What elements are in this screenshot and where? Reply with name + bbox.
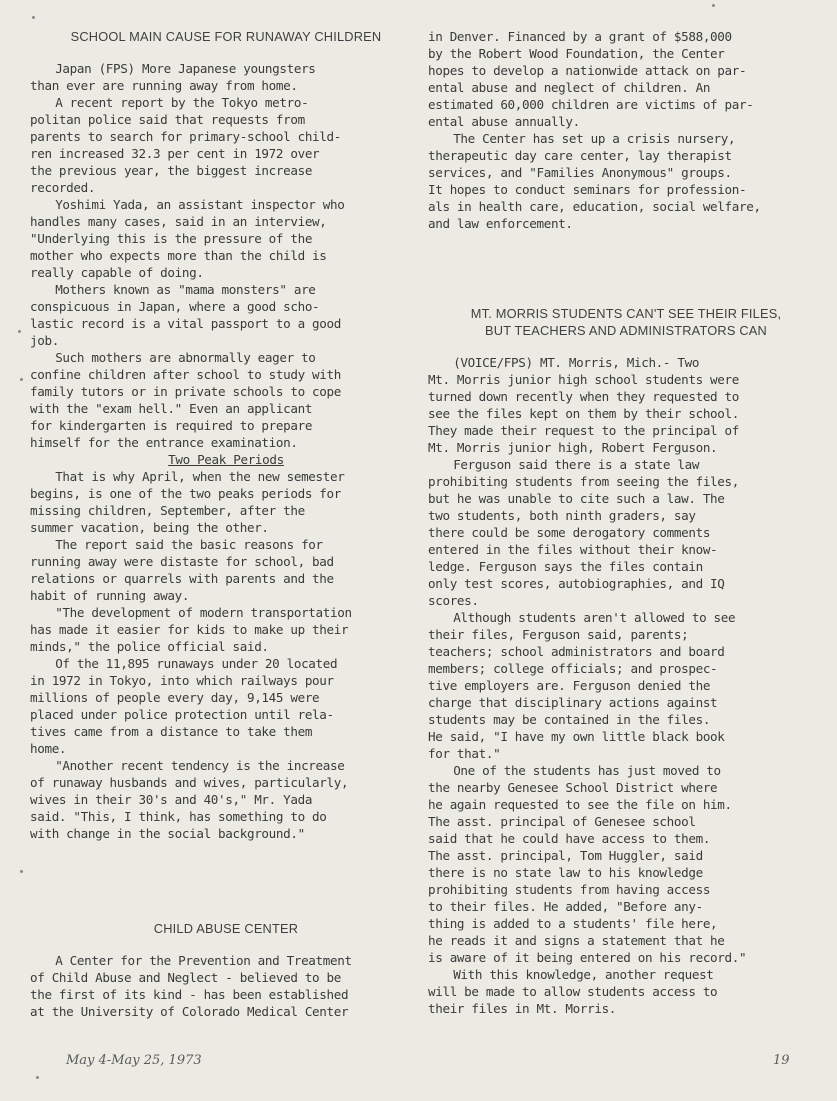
files-headline-line2: BUT TEACHERS AND ADMINISTRATORS CAN bbox=[485, 323, 767, 338]
scan-speck bbox=[32, 16, 35, 19]
child-abuse-headline: CHILD ABUSE CENTER bbox=[153, 921, 299, 936]
runaway-headline: SCHOOL MAIN CAUSE FOR RUNAWAY CHILDREN bbox=[70, 29, 382, 44]
child-abuse-paragraph-1: A Center for the Prevention and Treatment of Child Abuse and Neglect - believed to be the first of its kind - has been established at the University of Colorado Medical Center bbox=[30, 953, 352, 1019]
runaway-paragraph-6: That is why April, when the new semester begins, is one of the two peaks periods for missing children, September, after the summer vacation, being the other. bbox=[30, 469, 345, 535]
right-column bbox=[428, 28, 824, 1017]
issue-date: May 4-May 25, 1973 bbox=[66, 1053, 202, 1068]
files-paragraph-4: One of the students has just moved to the nearby Genesee School District where he again requested to see the file on him. The asst. principal of Genesee school said that he could have access to them. The asst. principal, Tom Huggler, said there is no state law to his knowledge prohibiting students from having access to their files. He added, "Before any- thing is added to a students' file here, he reads it and signs a statement that he is aware of it being entered on his record." bbox=[428, 763, 747, 965]
page-number: 19 bbox=[773, 1053, 790, 1068]
scan-speck bbox=[20, 378, 23, 381]
runaway-subhead: Two Peak Periods bbox=[168, 452, 284, 467]
scan-speck bbox=[712, 4, 715, 7]
scan-speck bbox=[36, 1076, 39, 1079]
runaway-paragraph-5: Such mothers are abnormally eager to confine children after school to study with family tutors or in private schools to cope with the "exam hell." Even an applicant for kindergarten is required to prepare himself for the entrance examination. bbox=[30, 350, 341, 450]
files-paragraph-3: Although students aren't allowed to see their files, Ferguson said, parents; teachers; school administrators and board members; college officials; and prospec- tive employers are. Ferguson denied the charge that disciplinary actions against students may be contained in the files. He said, "I have my own little black book for that." bbox=[428, 610, 736, 761]
runaway-paragraph-3: Yoshimi Yada, an assistant inspector who handles many cases, said in an interview, "Underlying this is the pressure of the mother who expects more than the child is really capable of doing. bbox=[30, 197, 345, 280]
runaway-paragraph-4: Mothers known as "mama monsters" are conspicuous in Japan, where a good scho- lastic record is a vital passport to a good job. bbox=[30, 282, 341, 348]
child-abuse-continued-2: The Center has set up a crisis nursery, therapeutic day care center, lay therapist services, and "Families Anonymous" groups. It hopes to conduct seminars for profession- als in health care, education, social welfare, and law enforcement. bbox=[428, 131, 761, 231]
scan-speck bbox=[20, 870, 23, 873]
runaway-paragraph-1: Japan (FPS) More Japanese youngsters than ever are running away from home. bbox=[30, 61, 316, 93]
files-paragraph-2: Ferguson said there is a state law prohibiting students from seeing the files, but he was unable to cite such a law. The two students, both ninth graders, say there could be some derogatory comments entered in the files without their know- ledge. Ferguson says the files contain only test scores, autobiographies, and IQ scores. bbox=[428, 457, 739, 608]
runaway-paragraph-10: "Another recent tendency is the increase of runaway husbands and wives, particularly, wives in their 30's and 40's," Mr. Yada said. "This, I think, has something to do with change in the social background." bbox=[30, 758, 349, 841]
runaway-paragraph-2: A recent report by the Tokyo metro- politan police said that requests from parents to search for primary-school child- ren increased 32.3 per cent in 1972 over the previous year, the biggest increase recorded. bbox=[30, 95, 341, 195]
left-column bbox=[30, 28, 422, 1020]
runaway-paragraph-9: Of the 11,895 runaways under 20 located in 1972 in Tokyo, into which railways pour millions of people every day, 9,145 were placed under police protection until rela- tives came from a distance to take them home. bbox=[30, 656, 338, 756]
files-paragraph-5: With this knowledge, another request will be made to allow students access to their files in Mt. Morris. bbox=[428, 967, 718, 1016]
runaway-paragraph-7: The report said the basic reasons for running away were distaste for school, bad relations or quarrels with parents and the habit of running away. bbox=[30, 537, 334, 603]
scan-speck bbox=[18, 330, 21, 333]
runaway-paragraph-8: "The development of modern transportation has made it easier for kids to make up their minds," the police official said. bbox=[30, 605, 352, 654]
files-paragraph-1: (VOICE/FPS) MT. Morris, Mich.- Two Mt. Morris junior high school students were turned down recently when they requested to see the files kept on them by their school. They made their request to the principal of Mt. Morris junior high, Robert Ferguson. bbox=[428, 355, 739, 455]
files-headline-line1: MT. MORRIS STUDENTS CAN'T SEE THEIR FILES, bbox=[470, 306, 782, 321]
child-abuse-continued-1: in Denver. Financed by a grant of $588,000 by the Robert Wood Foundation, the Center hopes to develop a nationwide attack on par- ental abuse and neglect of children. An estimated 60,000 children are victims of par- ental abuse annually. bbox=[428, 29, 754, 129]
